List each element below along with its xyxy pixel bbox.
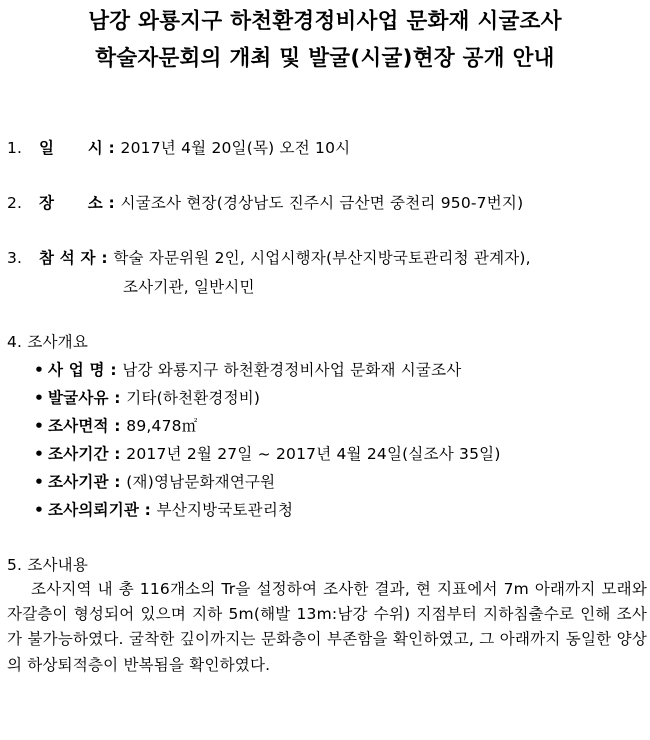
item-label: 일 시 [39,139,103,157]
overview-label: 사 업 명 [48,361,105,379]
bullet-icon: • [34,501,45,519]
overview-colon: : [104,361,123,379]
item-label: 장 소 [39,194,103,212]
overview-heading: 4. 조사개요 [7,333,89,351]
overview-colon: : [139,501,157,519]
item-number: 3. [7,249,23,267]
bullet-icon: • [34,389,45,407]
overview-label: 조사기관 [48,473,109,491]
item-attendees-continued: 조사기관, 일반시민 [123,278,255,296]
overview-row-reason [34,386,260,408]
overview-colon: : [108,417,127,435]
item-value: 학술 자문위원 2인, 시업시행자(부산지방국토관리청 관계자), [113,249,531,267]
item-place [7,191,523,213]
bullet-icon: • [34,361,45,379]
overview-colon: : [108,389,127,407]
overview-label: 조사기간 [48,445,109,463]
overview-value: 2017년 2월 27일 ~ 2017년 4월 24일(실조사 35일) [126,445,501,463]
item-value: 시굴조사 현장(경상남도 진주시 금산면 중천리 950-7번지) [120,194,524,212]
overview-row-requester [34,498,293,520]
overview-row-institution [34,470,275,492]
overview-value: 부산지방국토관리청 [156,501,294,519]
item-attendees [7,246,531,268]
overview-row-area [34,414,197,436]
item-colon: : [102,139,121,157]
overview-value: (재)영남문화재연구원 [126,473,276,491]
overview-label: 발굴사유 [48,389,109,407]
overview-label: 조사면적 [48,417,109,435]
item-colon: : [95,249,114,267]
overview-label: 조사의뢰기관 [48,501,140,519]
item-label: 참 석 자 [39,249,96,267]
item-number: 1. [7,139,23,157]
bullet-icon: • [34,473,45,491]
item-value: 2017년 4월 20일(목) 오전 10시 [120,139,351,157]
item-colon: : [102,194,121,212]
overview-row-project [34,358,461,380]
content-heading: 5. 조사내용 [7,556,89,574]
item-number: 2. [7,194,23,212]
document-title-line-2: 학술자문회의 개최 및 발굴(시굴)현장 공개 안내 [95,46,555,71]
overview-value: 남강 와룡지구 하천환경정비사업 문화재 시굴조사 [122,361,462,379]
item-date [7,136,350,158]
document-title-line-1: 남강 와룡지구 하천환경정비사업 문화재 시굴조사 [88,9,562,34]
content-paragraph: 조사지역 내 총 116개소의 Tr을 설정하여 조사한 결과, 현 지표에서 7m 아래까지 모래와 자갈층이 형성되어 있으며 지하 5m(해발 13m:남강 수위) 지점부터 지하침출수로 인해 조사가 불가능하였다. 굴착한 깊이까지는 문화층이 부존함을 확인하였고, 그 아래까지 동일한 양상의 하상퇴적층이 반복됨을 확인하였다. [7,580,647,674]
bullet-icon: • [34,445,45,463]
overview-colon: : [108,445,127,463]
overview-row-period [34,442,501,464]
overview-colon: : [108,473,127,491]
overview-value: 기타(하천환경정비) [126,389,261,407]
bullet-icon: • [34,417,45,435]
overview-value: 89,478㎡ [126,417,198,435]
